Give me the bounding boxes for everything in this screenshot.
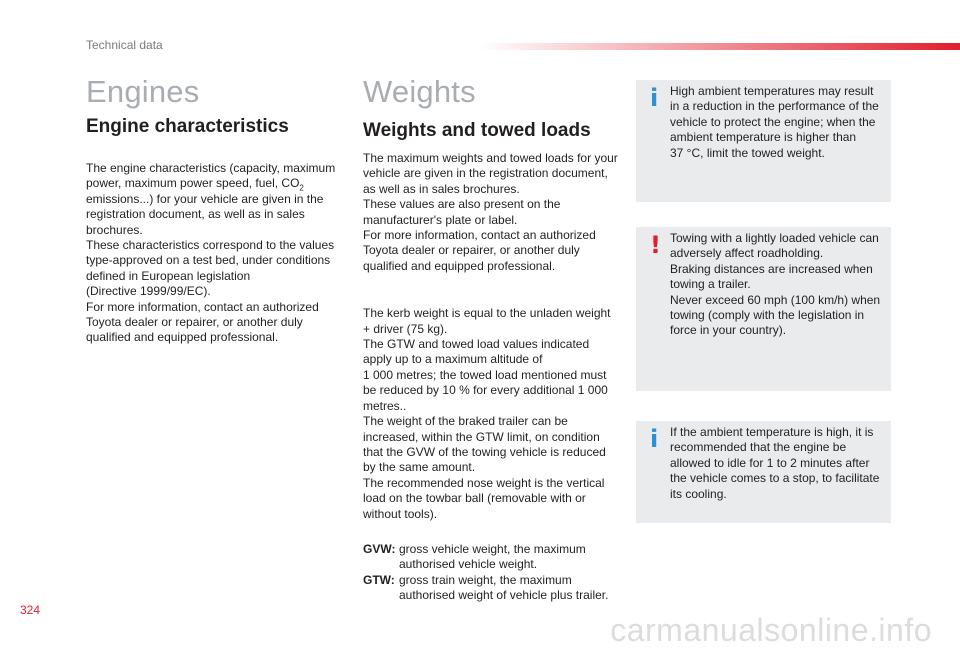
definition-text-cont: authorised weight of vehicle plus trailer. <box>399 588 609 603</box>
definition-text: gross train weight, the maximum <box>399 572 572 587</box>
info-icon: i <box>650 84 659 112</box>
weights-column <box>363 74 619 604</box>
note-high-temperature <box>636 80 891 202</box>
warning-icon: ! <box>650 231 661 259</box>
weights-paragraph-1: The maximum weights and towed loads for your vehicle are given in the registration document, as well as in sales brochures. These values are also present on the manufacturer's plate or label. For more information, contact an authorized Toyota dealer or repairer, or another duly qualified and equipped professional. <box>363 151 618 273</box>
note-towing-warning <box>636 227 891 391</box>
engines-column <box>86 74 342 346</box>
definition-term: GTW: <box>363 572 395 587</box>
definition-gtw <box>363 573 619 604</box>
watermark: carmanualsonline.info <box>610 612 932 648</box>
weights-title: Weights <box>363 74 476 109</box>
note-text: If the ambient temperature is high, it is recommended that the engine be allowed to idle for 1 to 2 minutes after the vehicle comes to a stop, to facilitate its cooling. <box>670 425 880 501</box>
weights-paragraph-2: The kerb weight is equal to the unladen weight + driver (75 kg). The GTW and towed load values indicated apply up to a maximum altitude of 1 000 metres; the towed load mentioned must be reduced by 10 % for every additional 1 000 metres.. The weight of the braked trailer can be increased, within the GTW limit, on condition that the GVW of the towing vehicle is reduced by the same amount. The recommended nose weight is the vertical load on the towbar ball (removable with or without tools). <box>363 306 611 521</box>
definition-gvw <box>363 542 619 573</box>
info-icon: i <box>650 425 659 453</box>
header-accent-rule <box>480 43 960 50</box>
engine-text-start: The engine characteristics (capacity, maximum power, maximum power speed, fuel, CO <box>86 161 336 191</box>
page-number: 324 <box>20 603 41 617</box>
engine-characteristics-subtitle: Engine characteristics <box>86 116 289 137</box>
weight-definitions <box>363 542 619 604</box>
definition-text-cont: authorised vehicle weight. <box>399 557 538 572</box>
note-text: High ambient temperatures may result in a reduction in the performance of the vehicle to protect the engine; when the ambient temperature is higher than 37 °C, limit the towed weight. <box>670 84 879 160</box>
note-engine-idle <box>636 421 891 523</box>
weights-towed-loads-subtitle: Weights and towed loads <box>363 120 591 141</box>
note-text: Towing with a lightly loaded vehicle can adversely affect roadholding. Braking distances are increased when towing a trailer. Never exceed 60 mph (100 km/h) when towing (comply with the legislation in force in your country). <box>670 231 881 338</box>
engine-text-rest: emissions...) for your vehicle are given in the registration document, as well as in sales brochures. These characteristics correspond to the values type-approved on a test bed, under conditions defined in European legislation (Directive 1999/99/EC). For more information, contact an authorized Toyota dealer or repairer, or another duly qualified and equipped professional. <box>86 191 335 345</box>
definition-term: GVW: <box>363 541 396 556</box>
engine-characteristics-text <box>86 161 342 346</box>
definition-text: gross vehicle weight, the maximum <box>399 541 586 556</box>
section-label: Technical data <box>86 38 163 52</box>
engines-title: Engines <box>86 74 200 109</box>
co2-subscript: 2 <box>299 183 304 193</box>
